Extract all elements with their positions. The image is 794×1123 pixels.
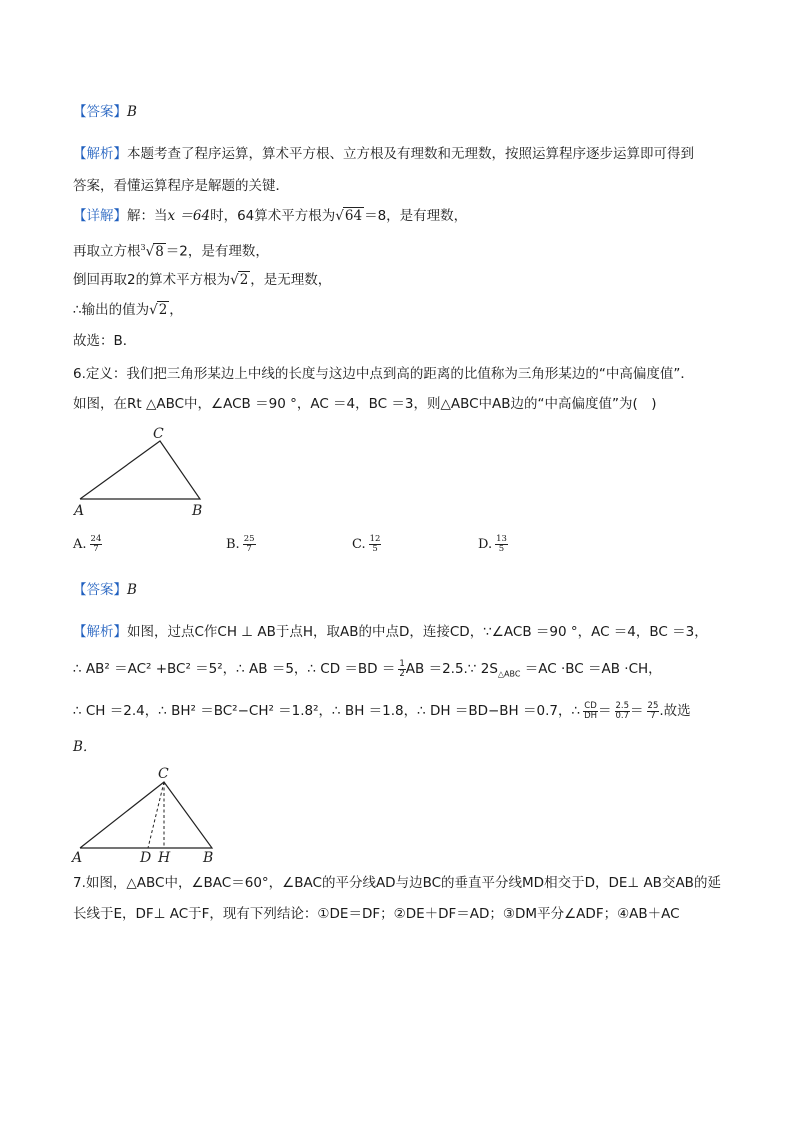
option-a-fraction: $\frac{24}{7}$ — [90, 534, 102, 554]
option-b[interactable]: B. $\frac{25}{7}$ — [226, 534, 255, 554]
detail-line-5: 故选：B． — [73, 333, 137, 349]
vertex-label-a: A — [72, 850, 83, 864]
vertex-label-c: C — [153, 426, 164, 442]
fraction-cd-dh: $\frac{CD}{DH}$ — [584, 700, 597, 721]
answer-value: B — [127, 104, 137, 120]
question7-line-1: 7.如图，△ABC中，∠BAC＝60°，∠BAC的平分线AD与边BC的垂直平分线MD相交于D，DE⊥ AB交AB的延 — [73, 875, 721, 891]
option-a[interactable]: A. $\frac{24}{7}$ — [73, 534, 102, 554]
fraction-one-half: $\frac{1}{2}$ — [399, 658, 405, 679]
answer-label: 【答案】 — [73, 582, 127, 598]
analysis-label: 【解析】 — [73, 624, 127, 640]
question6-line-1: 6.定义：我们把三角形某边上中线的长度与这边中点到高的距离的比值称为三角形某边的“中高偏度值”． — [73, 366, 694, 382]
analysis2-line-1: 【解析】如图，过点C作CH ⊥ AB于点H，取AB的中点D，连接CD，∵∠ACB ＝90 °，AC ＝4，BC ＝3， — [73, 624, 708, 640]
analysis-text-1: 本题考查了程序运算，算术平方根、立方根及有理数和无理数，按照运算程序逐步运算即可得到 — [127, 146, 694, 162]
fraction-2.5-0.7: $\frac{2.5}{0.7}$ — [615, 700, 630, 721]
median-cd — [148, 782, 164, 848]
option-c-fraction: $\frac{12}{5}$ — [369, 534, 381, 554]
sqrt-symbol: √ — [335, 208, 344, 224]
option-c[interactable]: C. $\frac{12}{5}$ — [352, 534, 381, 554]
question7-line-2: 长线于E，DF⊥ AC于F，现有下列结论：①DE＝DF；②DE＋DF＝AD；③DM平分∠ADF；④AB＋AC — [73, 906, 680, 922]
analysis2-line-4: B． — [73, 739, 97, 755]
analysis2-line-2: ∴ AB² ＝AC² +BC² ＝5²，∴ AB ＝5，∴ CD ＝BD ＝ $\frac{1}{2}$ AB ＝2.5.∵ $2S_{\triangle ABC} =AC \cdot BC =AB \cdot CH$， — [73, 658, 662, 679]
detail-line-4: ∴输出的值为√2 ， — [73, 302, 183, 318]
triangle-figure-1 — [70, 424, 220, 520]
analysis2-line-3: ∴ CH ＝2.4，∴ BH² ＝BC²−CH² ＝1.8²，∴ BH ＝1.8，∴ DH ＝BD−BH ＝0.7，∴ $\frac{CD}{DH}$ ＝ $\frac{2.5}{0.7}$ ＝ $\frac{25}{7}$ .故选 — [73, 700, 691, 721]
detail-line-3: 倒回再取2的算术平方根为√2 ，是无理数， — [73, 272, 332, 288]
triangle-abc-2 — [80, 782, 212, 848]
answer-line-2 — [73, 580, 137, 600]
answer-label: 【答案】 — [73, 104, 127, 120]
point-label-d: D — [140, 850, 152, 864]
cube-root-index: 3 — [140, 243, 146, 252]
option-d[interactable]: D. $\frac{13}{5}$ — [478, 534, 507, 554]
question6-line-2: 如图，在Rt △ABC中，∠ACB ＝90 °，AC ＝4，BC ＝3，则△ABC中AB边的“中高偏度值”为( ) — [73, 396, 657, 412]
analysis-line-1 — [73, 144, 694, 164]
analysis-line-2: 答案，看懂运算程序是解题的关键． — [73, 178, 289, 194]
vertex-label-b: B — [192, 503, 203, 519]
option-d-fraction: $\frac{13}{5}$ — [496, 534, 507, 554]
sqrt-symbol: √ — [149, 302, 158, 318]
sqrt-symbol: √ — [230, 272, 239, 288]
answer-value: B — [127, 582, 137, 598]
sqrt-symbol: √ — [145, 243, 155, 260]
radicand: 64 — [344, 208, 363, 224]
detail-line-2: 再取立方根$^3$√8 ＝2，是有理数， — [73, 243, 269, 260]
triangle-abc — [80, 441, 200, 499]
option-b-fraction: $\frac{25}{7}$ — [243, 534, 255, 554]
fraction-25-7: $\frac{25}{7}$ — [647, 700, 659, 721]
answer-line-1 — [73, 102, 137, 122]
detail-label: 【详解】 — [73, 208, 127, 224]
vertex-label-c: C — [158, 766, 169, 782]
detail-line-1: 【详解】解：当x ＝64时，64算术平方根为√64 ＝8，是有理数， — [73, 208, 468, 224]
vertex-label-a: A — [74, 503, 85, 519]
triangle-figure-2 — [68, 764, 228, 864]
point-label-h: H — [158, 850, 171, 864]
vertex-label-b: B — [203, 850, 214, 864]
analysis-label: 【解析】 — [73, 146, 127, 162]
